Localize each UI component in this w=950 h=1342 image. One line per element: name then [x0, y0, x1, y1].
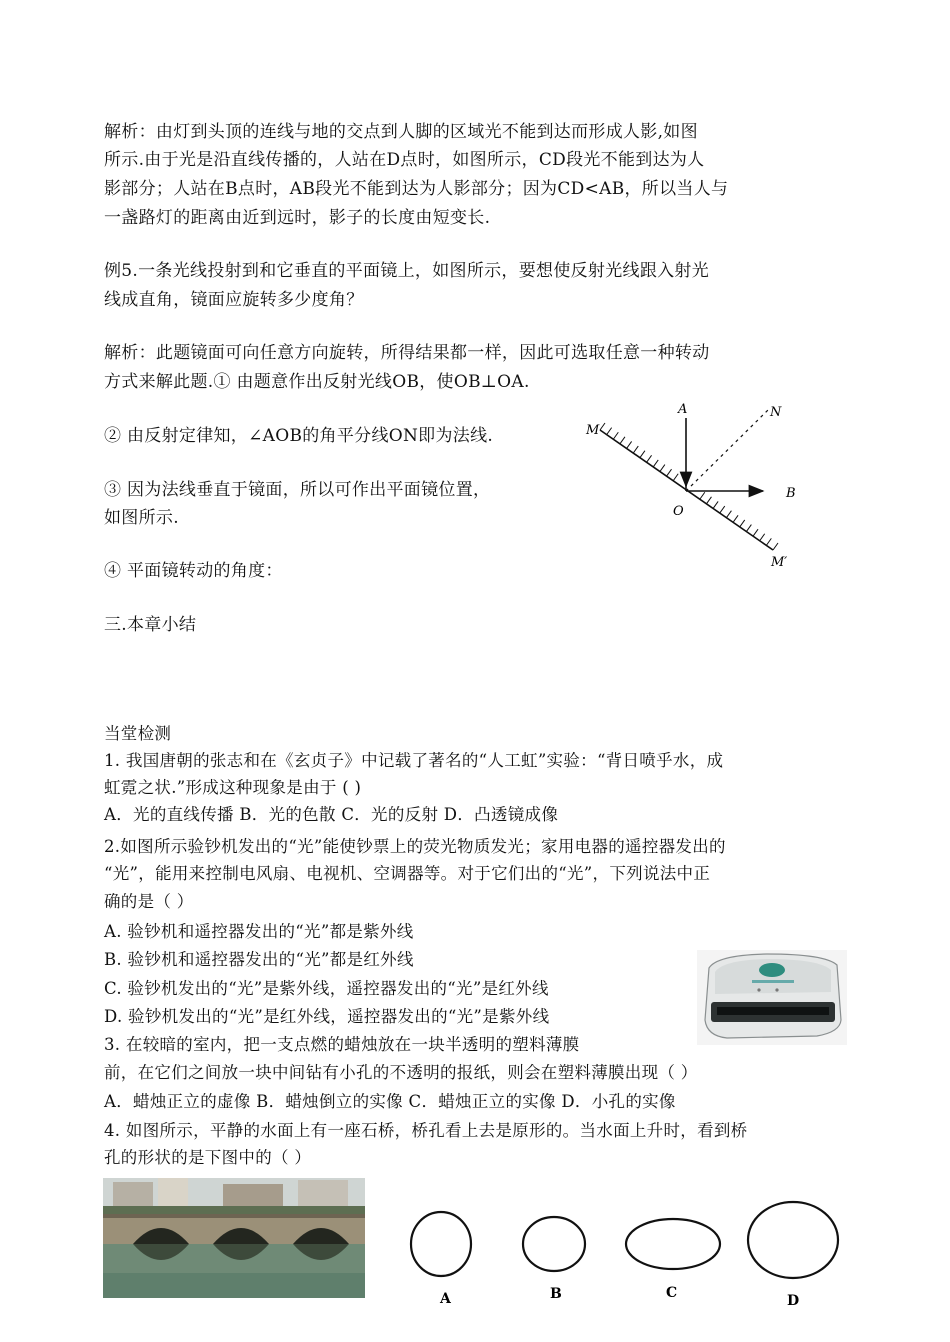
q2-option-a: A. 验钞机和遥控器发出的“光”都是紫外线	[104, 922, 414, 941]
mirror-hatch	[753, 529, 758, 536]
mirror-hatch	[720, 506, 725, 513]
q3-line: 3. 在较暗的室内，把一支点燃的蜡烛放在一块半透明的塑料薄膜	[104, 1035, 580, 1054]
step-3-line: ③ 因为法线垂直于镜面，所以可作出平面镜位置，	[104, 480, 491, 500]
q2-option-c: C. 验钞机发出的“光”是紫外线，遥控器发出的“光”是红外线	[104, 979, 549, 998]
mirror-hatch	[633, 446, 638, 453]
q2-line: 确的是（ ）	[104, 892, 194, 911]
mirror-hatch	[667, 469, 672, 476]
bridge-arch-options	[400, 1195, 860, 1313]
mirror-hatch	[773, 543, 778, 550]
q2-line: “光”，能用来控制电风扇、电视机、空调器等。对于它们出的“光”，下列说法中正	[104, 864, 711, 883]
section-heading: 三.本章小结	[104, 615, 197, 635]
mirror-hatch	[600, 423, 605, 430]
analysis2-line: 方式来解此题.① 由题意作出反射光线OB，使OB⊥OA.	[104, 372, 530, 392]
mirror-hatch	[766, 538, 771, 545]
mirror-hatch	[706, 497, 711, 504]
option-a-label: A	[440, 1291, 451, 1307]
q4-line: 孔的形状的是下图中的（ ）	[104, 1148, 312, 1167]
mirror-hatch	[627, 441, 632, 448]
analysis2-line: 解析：此题镜面可向任意方向旋转，所得结果都一样，因此可选取任意一种转动	[104, 343, 710, 363]
analysis1-line: 一盏路灯的距离由近到远时，影子的长度由短变长.	[104, 208, 491, 228]
example5-line: 例5.一条光线投射到和它垂直的平面镜上，如图所示，要想使反射光线跟入射光	[104, 261, 710, 281]
mirror-hatch	[713, 501, 718, 508]
mirror-hatch	[653, 460, 658, 467]
option-c-label: C	[666, 1285, 678, 1301]
analysis1-line: 解析：由灯到头顶的连线与地的交点到人脚的区域光不能到达而形成人影,如图	[104, 122, 698, 142]
label-b: B	[786, 486, 796, 501]
quiz-title: 当堂检测	[104, 724, 172, 743]
option-a-shape	[411, 1212, 471, 1276]
q1-options: A．光的直线传播 B．光的色散 C．光的反射 D．凸透镜成像	[104, 805, 559, 824]
analysis1-line: 影部分；人站在B点时，AB段光不能到达为人影部分；因为CD<AB，所以当人与	[104, 179, 729, 199]
mirror-hatch	[740, 520, 745, 527]
label-o: O	[673, 504, 684, 519]
q2-line: 2.如图所示验钞机发出的“光”能使钞票上的荧光物质发光；家用电器的遥控器发出的	[104, 837, 726, 856]
q3-options: A．蜡烛正立的虚像 B．蜡烛倒立的实像 C．蜡烛正立的实像 D．小孔的实像	[104, 1092, 676, 1111]
mirror-hatch	[673, 474, 678, 481]
currency-detector-photo	[697, 950, 847, 1045]
q2-option-b: B. 验钞机和遥控器发出的“光”都是红外线	[104, 950, 414, 969]
stone-bridge-photo	[103, 1178, 365, 1298]
option-d-shape	[748, 1202, 838, 1278]
example5-line: 线成直角，镜面应旋转多少度角？	[104, 290, 364, 310]
label-m-prime: M′	[771, 555, 788, 570]
q1-line: 虹霓之状.”形成这种现象是由于 ( )	[104, 778, 362, 797]
q4-line: 4. 如图所示，平静的水面上有一座石桥，桥孔看上去是原形的。当水面上升时，看到桥	[104, 1121, 748, 1140]
mirror-hatch	[613, 432, 618, 439]
step-4: ④ 平面镜转动的角度：	[104, 561, 283, 581]
mirror-reflection-diagram	[578, 398, 808, 576]
mirror-hatch	[640, 451, 645, 458]
mirror-hatch	[760, 534, 765, 541]
mirror-hatch	[700, 492, 705, 499]
label-n: N	[770, 405, 782, 420]
mirror-hatch	[660, 465, 665, 472]
mirror-hatch	[647, 455, 652, 462]
q1-line: 1. 我国唐朝的张志和在《玄贞子》中记载了著名的“人工虹”实验：“背日喷乎水，成	[104, 751, 724, 770]
option-c-shape	[626, 1219, 720, 1269]
mirror-hatch	[620, 437, 625, 444]
mirror-hatch	[733, 515, 738, 522]
step-3-line: 如图所示.	[104, 508, 179, 528]
step-2: ② 由反射定律知，∠AOB的角平分线ON即为法线.	[104, 426, 494, 446]
mirror-hatch	[607, 428, 612, 435]
q3-line: 前，在它们之间放一块中间钻有小孔的不透明的报纸，则会在塑料薄膜出现（ ）	[104, 1063, 698, 1082]
mirror-hatch	[726, 511, 731, 518]
label-m: M	[586, 423, 600, 438]
analysis1-line: 所示.由于光是沿直线传播的，人站在D点时，如图所示，CD段光不能到达为人	[104, 150, 705, 170]
mirror-hatch	[746, 525, 751, 532]
option-b-shape	[523, 1217, 585, 1271]
label-a: A	[678, 402, 688, 417]
q2-option-d: D. 验钞机发出的“光”是红外线，遥控器发出的“光”是紫外线	[104, 1007, 550, 1026]
option-d-label: D	[787, 1293, 800, 1309]
option-b-label: B	[550, 1286, 562, 1302]
